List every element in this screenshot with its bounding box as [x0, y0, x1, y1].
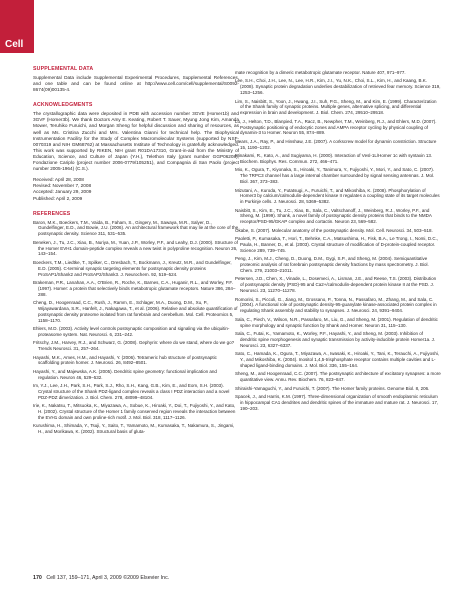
reference-item: Mio, K., Ogura, T., Kiyonaka, S., Hiroaki, Y., Tanimura, Y., Fujiyoshi, Y., Mori, Y., and Sato, C. (2007). The TRPC3 channel has a large internal chamber surrounded by signal sensing antennas. J. Mol. Biol. 367, 373–383. — [235, 167, 435, 185]
reference-item: Sala, C., Futai, K., Yamamoto, K., Worley, P.F., Hayashi, Y., and Sheng, M. (2003). Inhibition of dendritic spine morphogenesis and synaptic transmission by activity-inducible protein Homer1a. J. Neurosci. 23, 6327–6337. — [235, 330, 436, 348]
journal-citation: Cell 137, 159–171, April 3, 2009 ©2009 Elsevier Inc. — [46, 575, 170, 581]
reference-item: Romorini, S., Piccoli, G., Jiang, M., Grossano, P., Tonna, N., Passafaro, M., Zhang, M., and Sala, C. (2004). A functional role of postsynaptic density-95-guanylate kinase-associated protein complex in regulating Shank assembly and stability to synapses. J. Neurosci. 24, 9391–9404. — [235, 296, 437, 314]
reference-item: Mizutani, A., Kuroda, Y., Futatsugi, A., Furuichi, T., and Mikoshiba, K. (2008). Phosphorylation of Homer3 by calcium/calmodulin-dependent kinase II regulates a coupling state of its target molecules in Purkinje cells. J. Neurosci. 28, 5369–5382. — [235, 187, 440, 205]
reference-item: Irie, K., Nakatsu, T., Mitsuoka, K., Miyazawa, A., Sobue, K., Hiroaki, Y., Doi, T., Fujiyoshi, Y., and Kato, H. (2002). Crystal structure of the Homer 1 family conserved region reveals the interaction between the EVH1 domain and own proline-rich motif. J. Mol. Biol. 318, 1117–1126. — [33, 403, 236, 420]
date-revised: Revised: November 7, 2008 — [33, 183, 92, 189]
supplemental-heading: SUPPLEMENTAL DATA — [33, 66, 94, 72]
reference-item: Lim, S., Naisbitt, S., Yoon, J., Hwang, J.I., Suh, P.G., Sheng, M., and Kim, E. (1999). Characterization of the Shank family of synaptic proteins. Multiple genes, alternative splicing, and differential expression in brain and development. J. Biol. Chem. 274, 29510–29518. — [235, 98, 437, 116]
reference-item: Im, Y.J., Lee, J.H., Park, S.H., Park, S.J., Rho, S.H., Kang, G.B., Kim, E., and Eom, S.H. (2003). Crystal structure of the Shank PDZ-ligand complex reveals a class I PDZ interaction and a novel PDZ-PDZ dimerization. J. Biol. Chem. 278, 48099–48104. — [33, 383, 230, 400]
acknowledgments-text: The crystallographic data were deposited in PDB with accession number 3GVE (Homer1b) and 3GVF (Homer3b). We thank Doctors Amy E. Keating, Robert T. Sauer, Myung Jong Kim, Amanda Mower, Teruhiko Furuichi, and Morgan Sheng for helpful discussion and sharing of resources, as well as Ms. Cristina Zucchi and Mrs. Valentina Gianni for technical help. The Biophysical Instrumentation Facility for the Study of Complex Macromolecular Systems (supported by NSF-0070319 and NIH GM68762) at Massachusetts Institute of Technology is gratefully acknowledged. This work was supported by RIKEN, NIH grant R01DA17310, Grant-in-aid from the Ministry of Education, Science, and Culture of Japan (Y.H.), Telethon Italy (grant number GGP06208), Fondazione Cariplo (project number 2006-0779/105251), and Compagnia di San Paolo (project number 2005-1964) (C.S.). — [33, 111, 239, 172]
reference-item: Paoletti, P., Kumasaka, T., Hori, T., Behnke, C.A., Matsushima, H., Fisk, B.A., Le Trong, I., Nomi, D.C., Paula, H., Banner, D., et al. (2003). Crystal structure of modification of D-protein-coupled receptor. Science 289, 739–745. — [235, 236, 439, 253]
reference-item: Naisbitt, S., Kim, E., Tu, J.C., Xiao, B., Sala, C., Valtschanoff, J., Weinberg, R.J., Worley, P.F., and Sheng, M. (1999). Shank, a novel family of postsynaptic density proteins that binds to the NMDA receptor/PSD-95/GKAP complex and cortactin. Neuron 23, 569–582. — [235, 207, 432, 225]
reference-item: Peng, J., Kim, M.J., Cheng, D., Duong, D.M., Gygi, S.P., and Sheng, M. (2004). Semiquantitative proteomic analysis of rat forebrain postsynaptic density fractions by mass spectrometry. J. Biol. Chem. 279, 21003–21011. — [235, 256, 429, 273]
references-list-left — [33, 220, 239, 436]
reference-item: Lu, J., Helton, T.D., Blanpied, T.A., Racz, B., Newpher, T.M., Weinberg, R.J., and Ehlers, M.D. (2007). Postsynaptic positioning of endocytic zones and AMPA receptor cycling by physical coupling of dynamin-3 to Homer. Neuron 55, 874–889. — [235, 118, 437, 136]
reference-item: Cheng, D., Hoogenraad, C.C., Rush, J., Ramm, E., Schlager, M.A., Duong, D.M., Xu, P., Wijayawardana, S.R., Hanfelt, J., Nakagawa, T., et al. (2006). Relative and absolute quantification of postsynaptic density proteome isolated from rat forebrain and cerebellum. Mol. Cell. Proteomics 5, 1158–1170. — [33, 300, 238, 323]
reference-item: Shiraishi-Yamaguchi, Y., and Furuichi, T. (2007). The Homer family proteins. Genome Biol. 8, 206. — [235, 385, 430, 391]
reference-item: Baron, M.K., Boeckers, T.M., Vaida, B., Faham, S., Gingery, M., Sawaya, M.R., Salyer, D., Gundelfinger, E.D., and Bowie, J.U. (2006). An architectural framework that may lie at the core of the postsynaptic density. Science 311, 531–535. — [33, 219, 239, 237]
date-accepted: Accepted: January 29, 2009 — [33, 189, 92, 195]
right-column — [235, 70, 441, 584]
reference-item: Kurushima, H., Shimada, Y., Tsuji, Y., Saito, T., Yamamoto, M., Kumasaka, T., Nakamura, S., Jingami, H., and Morikawa, K. (2002). Structural basis of gluta- — [33, 423, 235, 435]
acknowledgments-heading: ACKNOWLEDGMENTS — [33, 102, 93, 109]
reference-item: Lee, S.H., Choi, J.H., Lee, N., Lee, H.R., Kim, J.I., Yu, N.K., Choi, S.L., Kim, H., and Kaang, B.K. (2008). Synaptic protein degradation underlies destabilization of retrieved fear memory. Science 319, 1253–1256. — [235, 78, 441, 96]
reference-item: Sala, C., Piech, V., Wilson, N.R., Passafaro, M., Liu, G., and Sheng, M. (2001). Regulation of dendritic spine morphology and synaptic function by Shank and Homer. Neuron 31, 115–130. — [235, 316, 438, 328]
references-list-right — [235, 70, 441, 411]
reference-item: mate recognition by a dimeric metabotropic glutamate receptor. Nature 407, 971–977. — [235, 70, 406, 75]
reference-item: Sato, C., Hamada, K., Ogura, T., Miyazawa, A., Iwasaki, K., Hiroaki, Y., Tani, K., Terauchi, A., Fujiyoshi, Y., and Mikoshiba, K. (2004). Inositol 1,4,5-trisphosphate receptor contains multiple cavities and L-shaped ligand-binding domains. J. Mol. Biol. 336, 155–164. — [235, 351, 440, 368]
publication-dates — [33, 177, 239, 201]
reference-item: Okabe, S. (2007). Molecular anatomy of the postsynaptic density. Mol. Cell. Neurosci. 34, 503–518. — [235, 227, 433, 233]
reference-item: Fritschy, J.M., Harvey, R.J., and Schwarz, G. (2008). Gephyrin: where do we stand, where do we go? Trends Neurosci. 31, 257–264. — [33, 340, 235, 352]
page-footer — [33, 575, 169, 581]
reference-item: Petersen, J.D., Chen, X., Vinade, L., Dosemeci, A., Lisman, J.E., and Reese, T.S. (2003). Distribution of postsynaptic density (PSD)-95 and Ca2+/calmodulin-dependent protein kinase II at the PSD. J. Neurosci. 23, 11270–11278. — [235, 276, 437, 294]
reference-item: Minakami, R., Kato, A., and Sugiyama, H. (2000). Interaction of Vesl-1L/Homer 1c with syntaxin 13. Biochem. Biophys. Res. Commun. 272, 466–471. — [235, 153, 433, 164]
reference-item: Hayashi, M.K., Ames, H.M., and Hayashi, Y. (2006). Tetrameric hub structure of postsynaptic scaffolding protein homer. J. Neurosci. 26, 8492–8501. — [33, 354, 217, 366]
reference-item: Mears, J.A., Ray, P., and Hinshaw, J.E. (2007). A corkscrew model for dynamin constriction. Structure 15, 1190–1202. — [235, 138, 437, 150]
supplemental-text: Supplemental Data include Supplemental Experimental Procedures, Supplemental References, and one table and can be found online at http://www.cell.com/cell/supplemental/S0092-8674(09)00135-4. — [33, 75, 239, 93]
reference-item: Sheng, M., and Hoogenraad, C.C. (2007). The postsynaptic architecture of excitatory synapses: a more quantitative view. Annu. Rev. Biochem. 76, 823–847. — [235, 371, 441, 383]
references-heading: REFERENCES — [33, 210, 71, 217]
reference-item: Spacek, J., and Harris, K.M. (1997). Three-dimensional organization of smooth endoplasmic reticulum in hippocampal CA1 dendrites and dendritic spines of the immature and mature rat. J. Neurosci. 17, 190–203. — [235, 393, 439, 411]
reference-item: Brakeman, P.R., Lanahan, A.A., O'Brien, R., Roche, K., Barnes, C.A., Huganir, R.L., and Worley, P.F. (1997). Homer: a protein that selectively binds metabotropic glutamate receptors. Nature 386, 284–288. — [33, 279, 236, 297]
left-column — [33, 66, 239, 572]
reference-item: Beneken, J., Tu, J.C., Xiao, B., Nuriya, M., Yuan, J.P., Worley, P.F., and Leahy, D.J. (2000). Structure of the Homer EVH1 domain-peptide complex reveals a new twist in polyproline recognition. Neuron 26, 143–154. — [33, 239, 238, 257]
reference-item: Boeckers, T.M., Liedtke, T., Spilker, C., Dresbach, T., Bockmann, J., Kreutz, M.R., and Gundelfinger, E.D. (2005). C-terminal synaptic targeting elements for postsynaptic density proteins ProSAP1/Shank2 and ProSAP2/Shank3. J. Neurochem. 92, 519–524. — [33, 259, 232, 277]
cell-journal-logo: Cell — [0, 0, 34, 53]
reference-item: Hayashi, Y., and Majewska, A.K. (2005). Dendritic spine geometry: functional implication and regulation. Neuron 46, 529–532. — [33, 368, 217, 380]
date-received: Received: April 28, 2008 — [33, 177, 84, 183]
reference-item: Ehlers, M.D. (2003). Activity level controls postsynaptic composition and signaling via the ubiquitin-proteasome system. Nat. Neurosci. 6, 231–242. — [33, 326, 230, 337]
date-published: Published: April 2, 2009 — [33, 195, 83, 201]
page-number: 170 — [33, 575, 42, 581]
